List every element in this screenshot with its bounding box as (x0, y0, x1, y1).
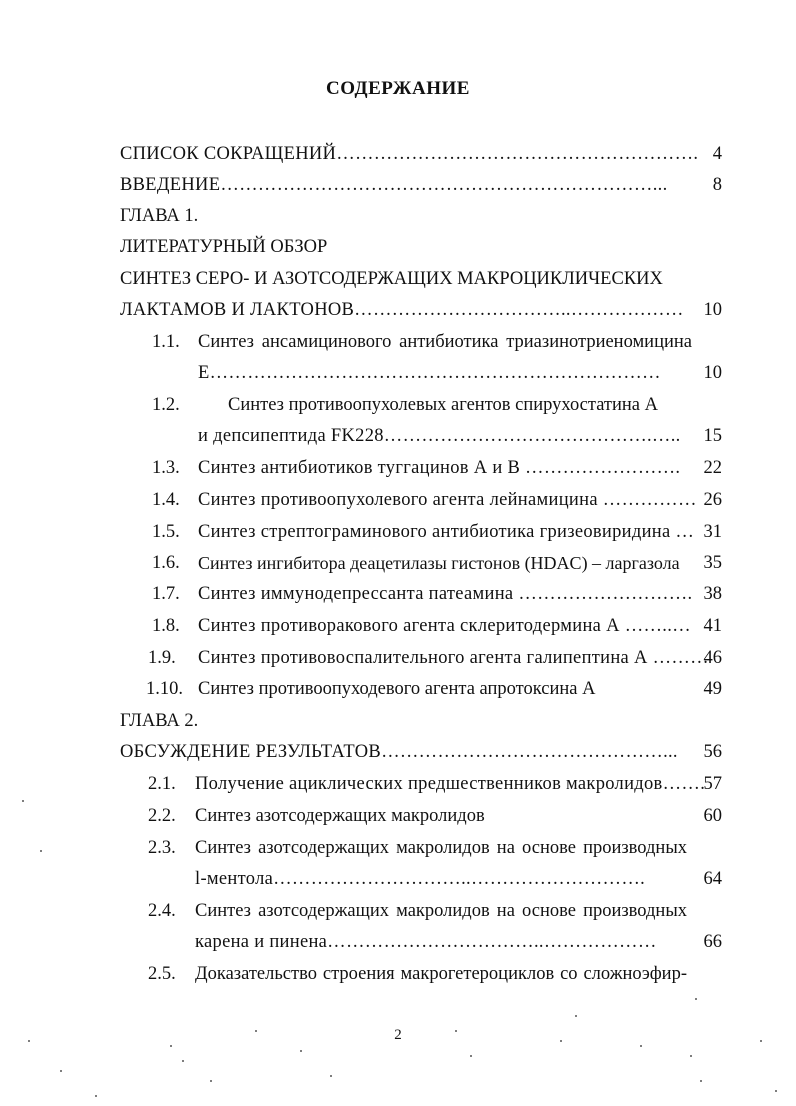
toc-section-1-10: 1.10. Синтез противоопуходевого агента апротоксина А 49 (146, 679, 722, 699)
chapter-2-title: ОБСУЖДЕНИЕ РЕЗУЛЬТАТОВ………………………………………... 56 (120, 742, 722, 762)
toc-entry-page: 8 (712, 175, 722, 195)
section-title: Синтез ансамицинового антибиотика триазинотриеномицина (198, 332, 692, 352)
toc-section-2-4: 2.4. Синтез азотсодержащих макролидов на основе производных (148, 901, 687, 921)
toc-entry-page: 10 (703, 363, 722, 383)
section-number: 1.2. (152, 395, 180, 415)
toc-entry-page: 10 (703, 300, 722, 320)
toc-entry-text: ВВЕДЕНИЕ……………………………………………………………... (120, 175, 668, 195)
toc-section-1-2-cont: и депсипептида FK228…………………………………….….. 15 (0, 422, 796, 450)
toc-entry-page: 4 (712, 144, 722, 164)
toc-section-1-7: 1.7. Синтез иммунодепрессанта патеамина ………………………. 38 (152, 584, 722, 604)
toc-section-1-8: 1.8. Синтез противоракового агента склеритодермина А ……..… 41 (152, 616, 722, 636)
page-number: 2 (394, 1027, 402, 1043)
section-number: 1.1. (152, 332, 180, 352)
toc-section-2-3-cont: l-ментола…………………………..………………………. 64 (195, 869, 722, 889)
toc-section-1-6: 1.6. Синтез ингибитора деацетилазы гистонов (HDAC) – ларгазола 35 (152, 553, 722, 573)
toc-section-2-2: 2.2. Синтез азотсодержащих макролидов 60 (148, 806, 722, 826)
toc-section-1-1 (0, 328, 796, 356)
toc-section-2-1: 2.1. Получение ациклических предшественников макролидов……. 57 (148, 774, 722, 794)
chapter-1-title-line-3: ЛАКТАМОВ И ЛАКТОНОВ……………………………..……………… 10 (0, 296, 796, 324)
toc-section-1-1-cont: Е……………………………………………………………… 10 (0, 359, 796, 387)
chapter-2-label: ГЛАВА 2. (120, 711, 199, 731)
chapter-1-title-line-1: ЛИТЕРАТУРНЫЙ ОБЗОР (120, 237, 328, 257)
toc-entry-introduction (0, 171, 796, 199)
toc-entry-text: СПИСОК СОКРАЩЕНИЙ…………………………………………………. (120, 144, 699, 164)
toc-section-1-9: 1.9. Синтез противовоспалительного агента галипептина А ……… 46 (148, 648, 722, 668)
toc-entry-page: 15 (703, 426, 722, 446)
chapter-1-label: ГЛАВА 1. (120, 206, 199, 226)
toc-section-2-3: 2.3. Синтез азотсодержащих макролидов на основе производных (148, 838, 687, 858)
toc-section-2-4-cont: карена и пинена……………………………..……………… 66 (195, 932, 722, 952)
toc-section-1-5: 1.5. Синтез стрептограминового антибиотика гризеовиридина … 31 (152, 522, 722, 542)
toc-section-1-2 (0, 391, 796, 419)
toc-entry-abbreviations (0, 140, 796, 168)
chapter-1-title-line-2: СИНТЕЗ СЕРО- И АЗОТСОДЕРЖАЩИХ МАКРОЦИКЛИЧЕСКИХ (120, 269, 663, 289)
toc-section-2-5: 2.5. Доказательство строения макрогетероциклов со сложноэфир- (148, 964, 687, 984)
section-title: Синтез противоопухолевых агентов спирухостатина А (228, 395, 659, 415)
toc-section-1-3: 1.3. Синтез антибиотиков туггацинов А и В ……………………. 22 (152, 458, 722, 478)
page-title: СОДЕРЖАНИЕ (326, 78, 470, 99)
toc-section-1-4: 1.4. Синтез противоопухолевого агента лейнамицина …………… 26 (152, 490, 722, 510)
